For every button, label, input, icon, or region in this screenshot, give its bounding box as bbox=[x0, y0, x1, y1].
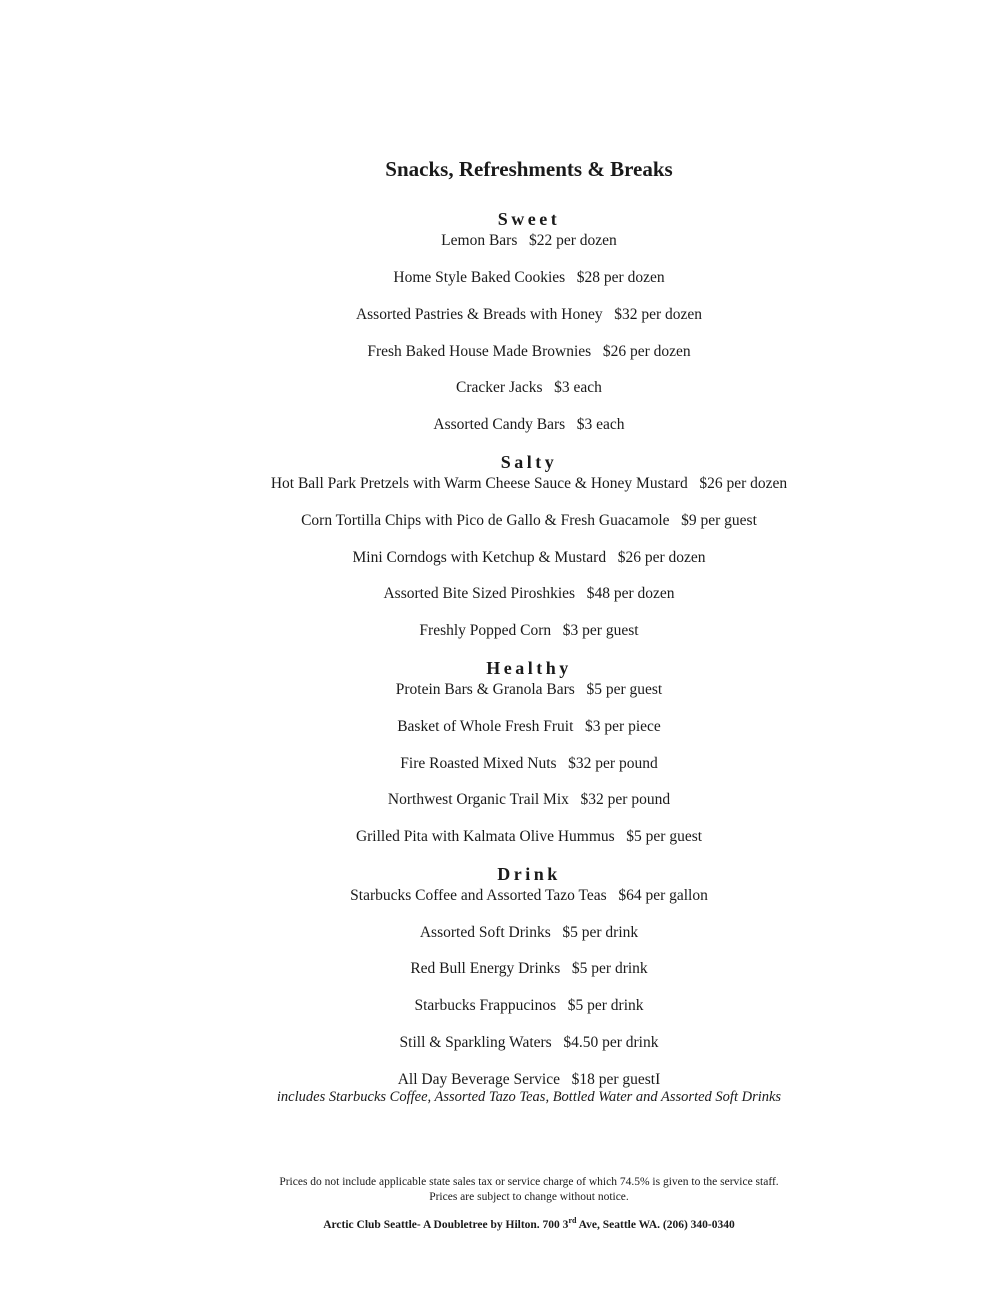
menu-item bbox=[0, 622, 1000, 640]
item-price: $28 per dozen bbox=[576, 269, 665, 286]
menu-item bbox=[0, 1071, 1000, 1089]
item-price: $32 per dozen bbox=[614, 306, 703, 323]
item-name: Protein Bars & Granola Bars bbox=[395, 681, 575, 698]
page-title: Snacks, Refreshments & Breaks bbox=[385, 157, 673, 181]
menu-item bbox=[0, 1034, 1000, 1052]
item-name: Assorted Pastries & Breads with Honey bbox=[355, 306, 603, 323]
menu-item bbox=[0, 232, 1000, 250]
item-name: Assorted Soft Drinks bbox=[419, 924, 551, 941]
item-price: $3 per guest bbox=[562, 622, 639, 639]
item-price: $26 per dozen bbox=[602, 343, 691, 360]
hotel-address bbox=[0, 1216, 1000, 1231]
price-change-notice: Prices are subject to change without notice. bbox=[429, 1191, 629, 1203]
item-name: Lemon Bars bbox=[441, 232, 518, 249]
item-price: $5 per drink bbox=[571, 960, 648, 977]
item-name: Northwest Organic Trail Mix bbox=[387, 791, 569, 808]
item-name: Basket of Whole Fresh Fruit bbox=[397, 718, 574, 735]
menu-item bbox=[0, 887, 1000, 905]
address-text: Arctic Club Seattle- A Doubletree by Hilton. 700 3 bbox=[323, 1219, 569, 1231]
menu-item bbox=[0, 681, 1000, 699]
item-price: $5 per guest bbox=[626, 828, 703, 845]
menu-item bbox=[0, 379, 1000, 397]
menu-item bbox=[0, 269, 1000, 287]
item-price: $64 per gallon bbox=[618, 887, 708, 904]
item-price: $26 per dozen bbox=[617, 549, 706, 566]
item-name: Grilled Pita with Kalmata Olive Hummus bbox=[355, 828, 615, 845]
menu-item bbox=[0, 475, 1000, 493]
item-name: Still & Sparkling Waters bbox=[399, 1034, 552, 1051]
item-price: $4.50 per drink bbox=[563, 1034, 659, 1051]
item-name: Hot Ball Park Pretzels with Warm Cheese Sauce & Honey Mustard bbox=[270, 475, 688, 492]
menu-item bbox=[0, 512, 1000, 530]
item-name: Assorted Bite Sized Piroshkies bbox=[383, 585, 576, 602]
menu-item bbox=[0, 791, 1000, 809]
tax-disclaimer: Prices do not include applicable state sales tax or service charge of which 74.5% is given to the service staff. bbox=[279, 1176, 779, 1188]
section-heading-sweet: Sweet bbox=[497, 209, 561, 229]
item-price: $3 each bbox=[576, 416, 625, 433]
item-price: $48 per dozen bbox=[586, 585, 675, 602]
item-name: Assorted Candy Bars bbox=[433, 416, 566, 433]
section-heading-healthy: Healthy bbox=[486, 658, 572, 678]
menu-item bbox=[0, 585, 1000, 603]
item-price: $5 per drink bbox=[562, 924, 639, 941]
section-heading-salty: Salty bbox=[500, 452, 558, 472]
menu-item bbox=[0, 755, 1000, 773]
item-price: $3 each bbox=[554, 379, 602, 396]
menu-item bbox=[0, 306, 1000, 324]
menu-item bbox=[0, 416, 1000, 434]
item-price: $9 per guest bbox=[681, 512, 757, 529]
item-price: $3 per piece bbox=[585, 718, 661, 735]
address-text-rest: Ave, Seattle WA. (206) 340-0340 bbox=[576, 1219, 735, 1231]
item-name: Fire Roasted Mixed Nuts bbox=[400, 755, 557, 772]
beverage-service-note: includes Starbucks Coffee, Assorted Tazo Teas, Bottled Water and Assorted Soft Drinks bbox=[276, 1089, 782, 1105]
item-name: Starbucks Coffee and Assorted Tazo Teas bbox=[350, 887, 607, 904]
item-price: $18 per guestI bbox=[571, 1071, 661, 1088]
menu-item bbox=[0, 960, 1000, 978]
menu-item bbox=[0, 718, 1000, 736]
item-name: Cracker Jacks bbox=[456, 379, 543, 396]
item-price: $26 per dozen bbox=[699, 475, 788, 492]
item-name: Mini Corndogs with Ketchup & Mustard bbox=[352, 549, 607, 566]
item-name: All Day Beverage Service bbox=[397, 1071, 560, 1088]
menu-item bbox=[0, 343, 1000, 361]
item-price: $5 per guest bbox=[586, 681, 663, 698]
item-price: $22 per dozen bbox=[529, 232, 617, 249]
item-name: Fresh Baked House Made Brownies bbox=[367, 343, 592, 360]
menu-item bbox=[0, 997, 1000, 1015]
item-price: $5 per drink bbox=[567, 997, 644, 1014]
item-price: $32 per pound bbox=[568, 755, 658, 772]
item-price: $32 per pound bbox=[580, 791, 671, 808]
item-name: Red Bull Energy Drinks bbox=[410, 960, 561, 977]
item-name: Freshly Popped Corn bbox=[419, 622, 552, 639]
section-heading-drink: Drink bbox=[497, 864, 561, 884]
menu-item bbox=[0, 924, 1000, 942]
item-name: Home Style Baked Cookies bbox=[393, 269, 566, 286]
address-ordinal: rd bbox=[568, 1216, 577, 1226]
menu-item bbox=[0, 828, 1000, 846]
menu-item bbox=[0, 549, 1000, 567]
item-name: Corn Tortilla Chips with Pico de Gallo & Fresh Guacamole bbox=[301, 512, 670, 529]
item-name: Starbucks Frappucinos bbox=[414, 997, 557, 1014]
